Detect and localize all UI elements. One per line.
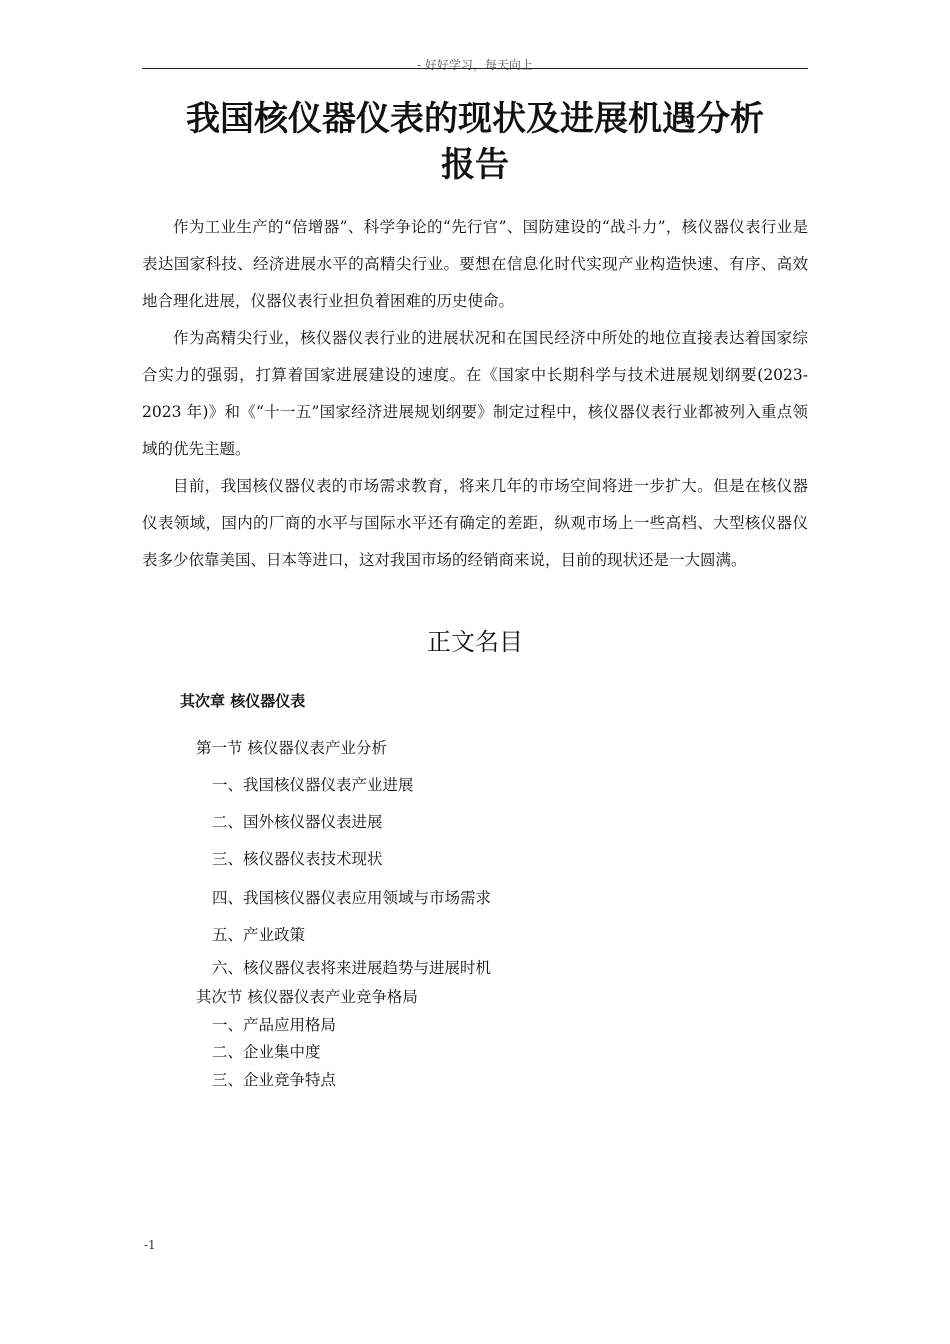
toc-title: 正文名目 — [427, 628, 523, 656]
title-line-1: 我国核仪器仪表的现状及进展机遇分析 — [186, 99, 764, 139]
paragraph-3: 目前，我国核仪器仪表的市场需求教育，将来几年的市场空间将进一步扩大。但是在核仪器仪表领域，国内的厂商的水平与国际水平还有确定的差距，纵观市场上一些高档、大型核仪器仪表多少依靠美国、日本等进口，这对我国市场的经销商来说，目前的现状还是一大圆满。 — [142, 477, 808, 569]
toc-section-1: 第一节 核仪器仪表产业分析 — [196, 739, 387, 757]
toc-item: 二、国外核仪器仪表进展 — [212, 813, 383, 831]
toc-section-2: 其次节 核仪器仪表产业竞争格局 — [196, 988, 418, 1006]
page-header: - 好好学习，每天向上 — [417, 58, 533, 72]
paragraph-1: 作为工业生产的“倍增器”、科学争论的“先行官”、国防建设的“战斗力”，核仪器仪表行业是表达国家科技、经济进展水平的高精尖行业。要想在信息化时代实现产业构造快速、有序、高效地合理化进展，仪器仪表行业担负着困难的历史使命。 — [142, 218, 808, 310]
toc-item: 三、核仪器仪表技术现状 — [212, 850, 383, 868]
document-title — [142, 96, 808, 188]
toc-chapter: 其次章 核仪器仪表 — [180, 692, 306, 710]
toc-item: 二、企业集中度 — [212, 1043, 321, 1061]
paragraph-2: 作为高精尖行业，核仪器仪表行业的进展状况和在国民经济中所处的地位直接表达着国家综合实力的强弱，打算着国家进展建设的速度。在《国家中长期科学与技术进展规划纲要(2023-2023 年)》和《“十一五”国家经济进展规划纲要》制定过程中，核仪器仪表行业都被列入重点领域的优先主题。 — [142, 329, 808, 458]
toc-item: 五、产业政策 — [212, 926, 306, 944]
header-divider — [142, 68, 808, 69]
toc-item: 四、我国核仪器仪表应用领域与市场需求 — [212, 889, 492, 907]
toc-item: 六、核仪器仪表将来进展趋势与进展时机 — [212, 959, 492, 977]
toc-item: 一、我国核仪器仪表产业进展 — [212, 776, 414, 794]
page-number: -1 — [144, 1238, 156, 1252]
toc-item: 一、产品应用格局 — [212, 1016, 337, 1034]
title-line-2: 报告 — [441, 145, 509, 185]
toc-item: 三、企业竞争特点 — [212, 1071, 337, 1089]
